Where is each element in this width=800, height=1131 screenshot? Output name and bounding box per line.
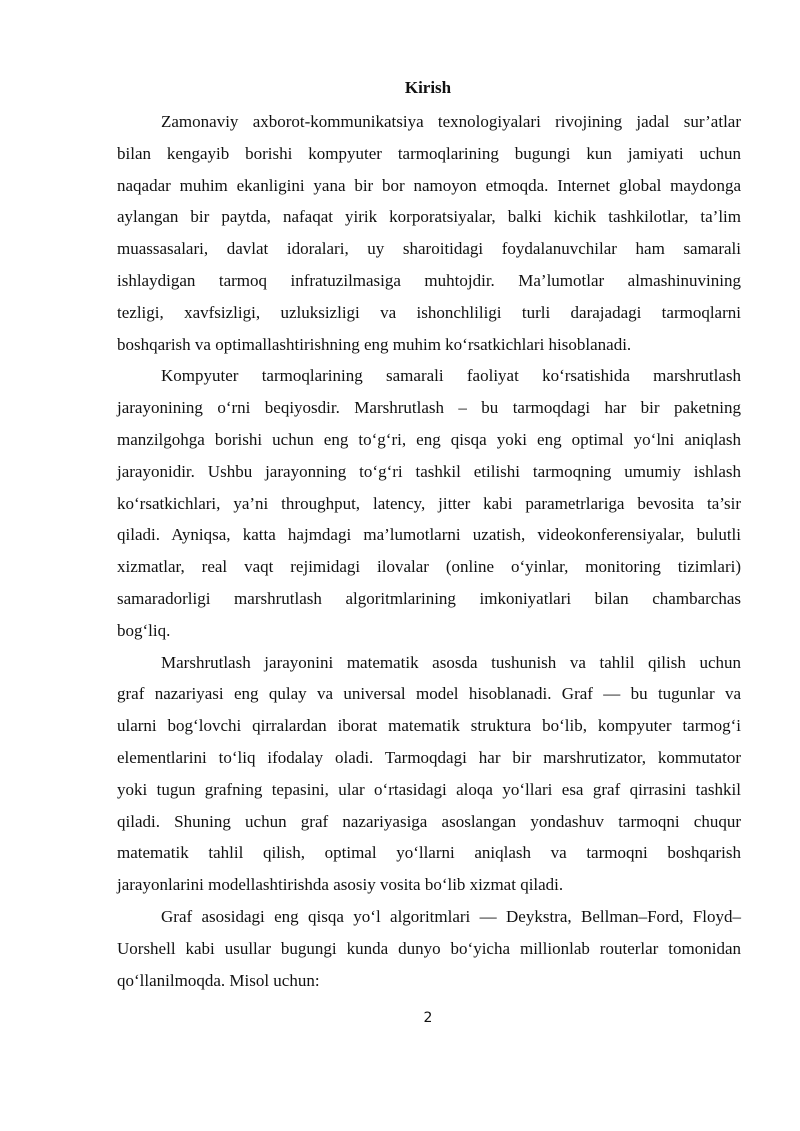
document-body [117,106,741,996]
text-line: qo‘llanilmoqda. Misol uchun: [117,970,320,990]
text-line: Marshrutlash jarayonini matematik asosda tushunish va tahlil qilish uchun [161,652,741,672]
text-line: jarayonidir. Ushbu jarayonning to‘g‘ri tashkil etilishi tarmoqning umumiy ishlash [117,461,741,481]
text-line: Graf asosidagi eng qisqa yo‘l algoritmlari — Deykstra, Bellman–Ford, Floyd– [161,906,741,926]
text-line: xizmatlar, real vaqt rejimidagi ilovalar (online o‘yinlar, monitoring tizimlari) [117,557,741,577]
text-line: muassasalari, davlat idoralari, uy sharoitidagi foydalanuvchilar ham samarali [117,239,741,259]
text-line: jarayonlarini modellashtirishda asosiy vosita bo‘lib xizmat qiladi. [117,875,564,895]
text-line: qiladi. Ayniqsa, katta hajmdagi ma’lumotlarni uzatish, videokonferensiyalar, bulutli [117,525,741,545]
text-line: bilan kengayib borishi kompyuter tarmoqlarining bugungi kun jamiyati uchun [117,143,741,163]
text-line: elementlarini to‘liq ifodalay oladi. Tarmoqdagi har bir marshrutizator, kommutator [117,747,741,767]
paragraph-2 [117,360,741,646]
text-line: ularni bog‘lovchi qirralardan iborat matematik struktura bo‘lib, kompyuter tarmog‘i [117,716,741,736]
text-line: boshqarish va optimallashtirishning eng muhim ko‘rsatkichlari hisoblanadi. [117,334,632,354]
text-line: tezligi, xavfsizligi, uzluksizligi va ishonchliligi turli darajadagi tarmoqlarni [117,302,741,322]
paragraph-3 [117,647,741,901]
text-line: Uorshell kabi usullar bugungi kunda dunyo bo‘yicha millionlab routerlar tomonidan [117,938,741,958]
text-line: Zamonaviy axborot-kommunikatsiya texnologiyalari rivojining jadal sur’atlar [161,112,741,131]
text-line: naqadar muhim ekanligini yana bir bor namoyon etmoqda. Internet global maydonga [117,175,741,195]
text-line: ishlaydigan tarmoq infratuzilmasiga muhtojdir. Ma’lumotlar almashinuvining [117,270,741,290]
text-line: matematik tahlil qilish, optimal yo‘llarni aniqlash va tarmoqni boshqarish [117,843,741,863]
paragraph-1 [117,106,741,360]
text-line: aylangan bir paytda, nafaqat yirik korporatsiyalar, balki kichik tashkilotlar, ta’lim [117,207,741,227]
text-line: samaradorligi marshrutlash algoritmlarining imkoniyatlari bilan chambarchas [117,588,741,608]
text-line: Kompyuter tarmoqlarining samarali faoliyat ko‘rsatishida marshrutlash [161,366,741,386]
text-line: yoki tugun grafning tepasini, ular o‘rtasidagi aloqa yo‘llari esa graf qirrasini tashkil [117,779,741,799]
text-line: ko‘rsatkichlari, ya’ni throughput, latency, jitter kabi parametrlariga bevosita ta’sir [117,493,741,513]
section-heading: Kirish [404,78,452,97]
text-line: qiladi. Shuning uchun graf nazariyasiga asoslangan yondashuv tarmoqni chuqur [117,811,741,831]
text-line: bog‘liq. [117,620,171,640]
text-line: jarayonining o‘rni beqiyosdir. Marshrutlash – bu tarmoqdagi har bir paketning [117,398,741,418]
text-line: manzilgohga borishi uchun eng to‘g‘ri, eng qisqa yoki eng optimal yo‘lni aniqlash [117,429,741,449]
text-line: graf nazariyasi eng qulay va universal model hisoblanadi. Graf — bu tugunlar va [117,684,741,704]
page-number: 2 [423,1010,433,1026]
paragraph-4 [117,901,741,996]
